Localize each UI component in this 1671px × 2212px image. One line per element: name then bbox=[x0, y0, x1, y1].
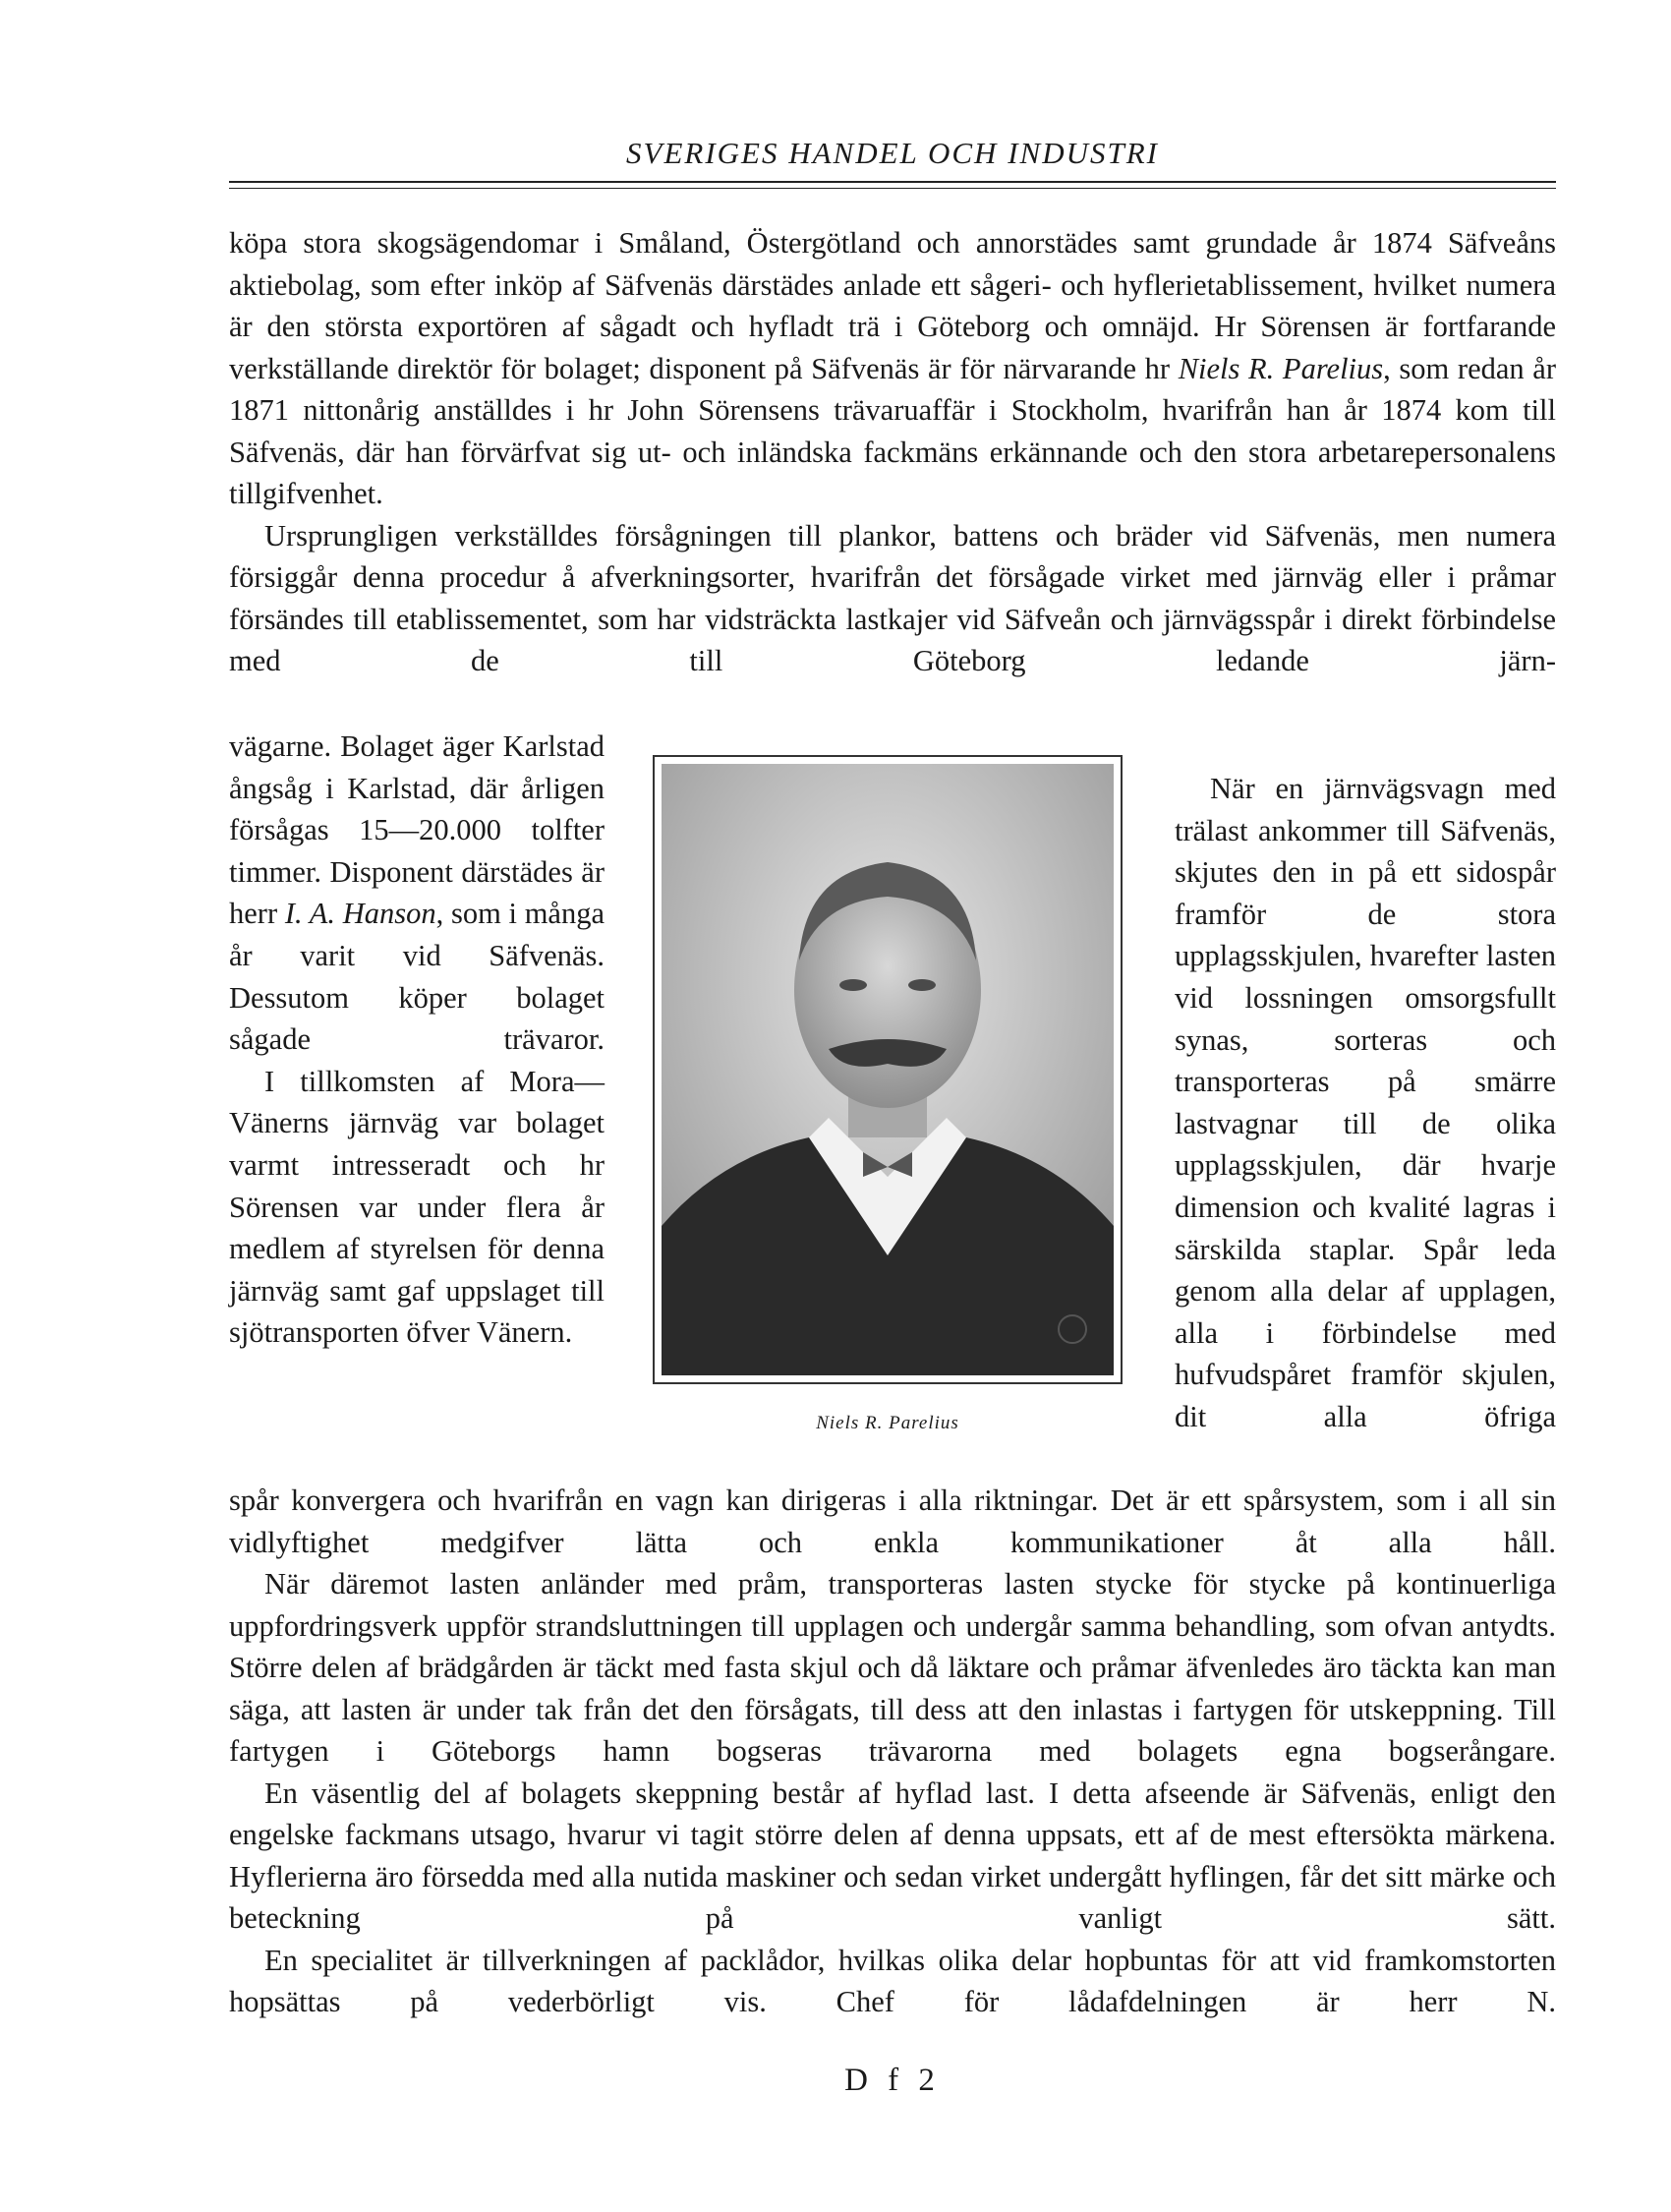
right-column-paragraph: När en järnvägsvagn med trälast ankommer till Säfvenäs, skjutes den in på ett sidospår framför de stora upplagsskjulen, hvarefter lasten vid lossningen omsorgsfullt synas, sorteras och transporteras på smärre lastvagnar till de olika upplagsskjulen, där hvarje dimension och kvalité lagras i särskilda staplar. Spår leda genom alla delar af upplagen, alla i förbindelse med hufvudspåret framför skjulen, dit alla öfriga bbox=[1175, 772, 1556, 1433]
portrait-illustration bbox=[662, 764, 1114, 1375]
left-column-paragraph-1: vägarne. Bolaget äger Karlstad ångsåg i Karlstad, där årligen försågas 15—20.000 tolfter timmer. Disponent därstädes är herr I. A. Hanson, som i många år varit vid Säfvenäs. Dessutom köper bolaget sågade trävaror. bbox=[229, 729, 605, 1057]
portrait-image bbox=[662, 764, 1114, 1375]
paragraph-2: Ursprungligen verkställdes försågningen till plankor, battens och bräder vid Säfvenäs, men numera försiggår denna procedur å afverkningsorter, hvarifrån det försågade virket med järnväg eller i pråmar försändes till etablissementet, som har vidsträckta lastkajer vid Säfveån och järnvägsspår i direkt förbindelse med de till Göteborg ledande järn- bbox=[229, 518, 1556, 677]
closing-text bbox=[229, 1480, 1556, 2023]
paragraph-1: köpa stora skogsägendomar i Småland, Östergötland och annorstädes samt grundade år 1874 Säfveåns aktiebolag, som efter inköp af Säfvenäs därstädes anlade ett sågeri- och hyflerietablissement, hvilket numera är den största exportören af sågadt och hyfladt trä i Göteborg och omnäjd. Hr Sörensen är fortfarande verkställande direktör för bolaget; disponent på Säfvenäs är för närvarande hr Niels R. Parelius, som redan år 1871 nittonårig anställdes i hr John Sörensens trävaruaffär i Stockholm, hvarifrån han år 1874 kom till Säfvenäs, där han förvärfvat sig ut- och inländska fackmäns erkännande och den stora arbetarepersonalens tillgifvenhet. bbox=[229, 226, 1556, 510]
paragraph-3: spår konvergera och hvarifrån en vagn kan dirigeras i alla riktningar. Det är ett spårsystem, som i all sin vidlyftighet medgifver lätta och enkla kommunikationer åt alla håll. bbox=[229, 1484, 1556, 1559]
opening-text bbox=[229, 222, 1556, 682]
portrait-photo bbox=[653, 755, 1123, 1384]
paragraph-5: En väsentlig del af bolagets skeppning består af hyflad last. I detta afseende är Säfvenäs, enligt den engelske fackmans utsago, hvarur vi tagit större delen af denna uppsats, ett af de mest eftersökta märkena. Hyflerierna äro försedda med alla nutida maskiner och sedan virket undergått hyflingen, får det sitt märke och beteckning på vanligt sätt. bbox=[229, 1775, 1556, 1935]
header-rule-bottom bbox=[229, 188, 1556, 189]
left-column bbox=[229, 726, 605, 1354]
photo-caption: Niels R. Parelius bbox=[816, 1413, 959, 1433]
running-header: SVERIGES HANDEL OCH INDUSTRI bbox=[626, 136, 1159, 170]
person-name-parelius: Niels R. Parelius bbox=[1178, 351, 1384, 385]
left-column-paragraph-2: I tillkomsten af Mora—Vänerns järnväg var bolaget varmt intresseradt och hr Sörensen var under flera år medlem af styrelsen för denna järnväg samt gaf uppslaget till sjötransporten öfver Vänern. bbox=[229, 1064, 605, 1350]
paragraph-4: När däremot lasten anländer med pråm, transporteras lasten stycke för stycke på kontinuerliga uppfordringsverk uppför strandsluttningen till upplagen och undergår samma behandling, som ofvan antydts. Större delen af brädgården är täckt med fasta skjul och då läktare och pråmar äfvenledes äro täckta kan man säga, att lasten är under tak från det den försågats, till dess att den inlastas i fartygen för utskeppning. Till fartygen i Göteborgs hamn bogseras trävarorna med bolagets egna bogserångare. bbox=[229, 1567, 1556, 1768]
header-rule-top bbox=[229, 181, 1556, 183]
right-column bbox=[1175, 768, 1556, 1438]
person-name-hanson: I. A. Hanson bbox=[284, 897, 436, 931]
paragraph-6: En specialitet är tillverkningen af packlådor, hvilkas olika delar hopbuntas för att vid framkomstorten hopsättas på vederbörligt vis. Chef för lådafdelningen är herr N. bbox=[229, 1943, 1556, 2018]
signature-mark: D f 2 bbox=[844, 2063, 941, 2098]
